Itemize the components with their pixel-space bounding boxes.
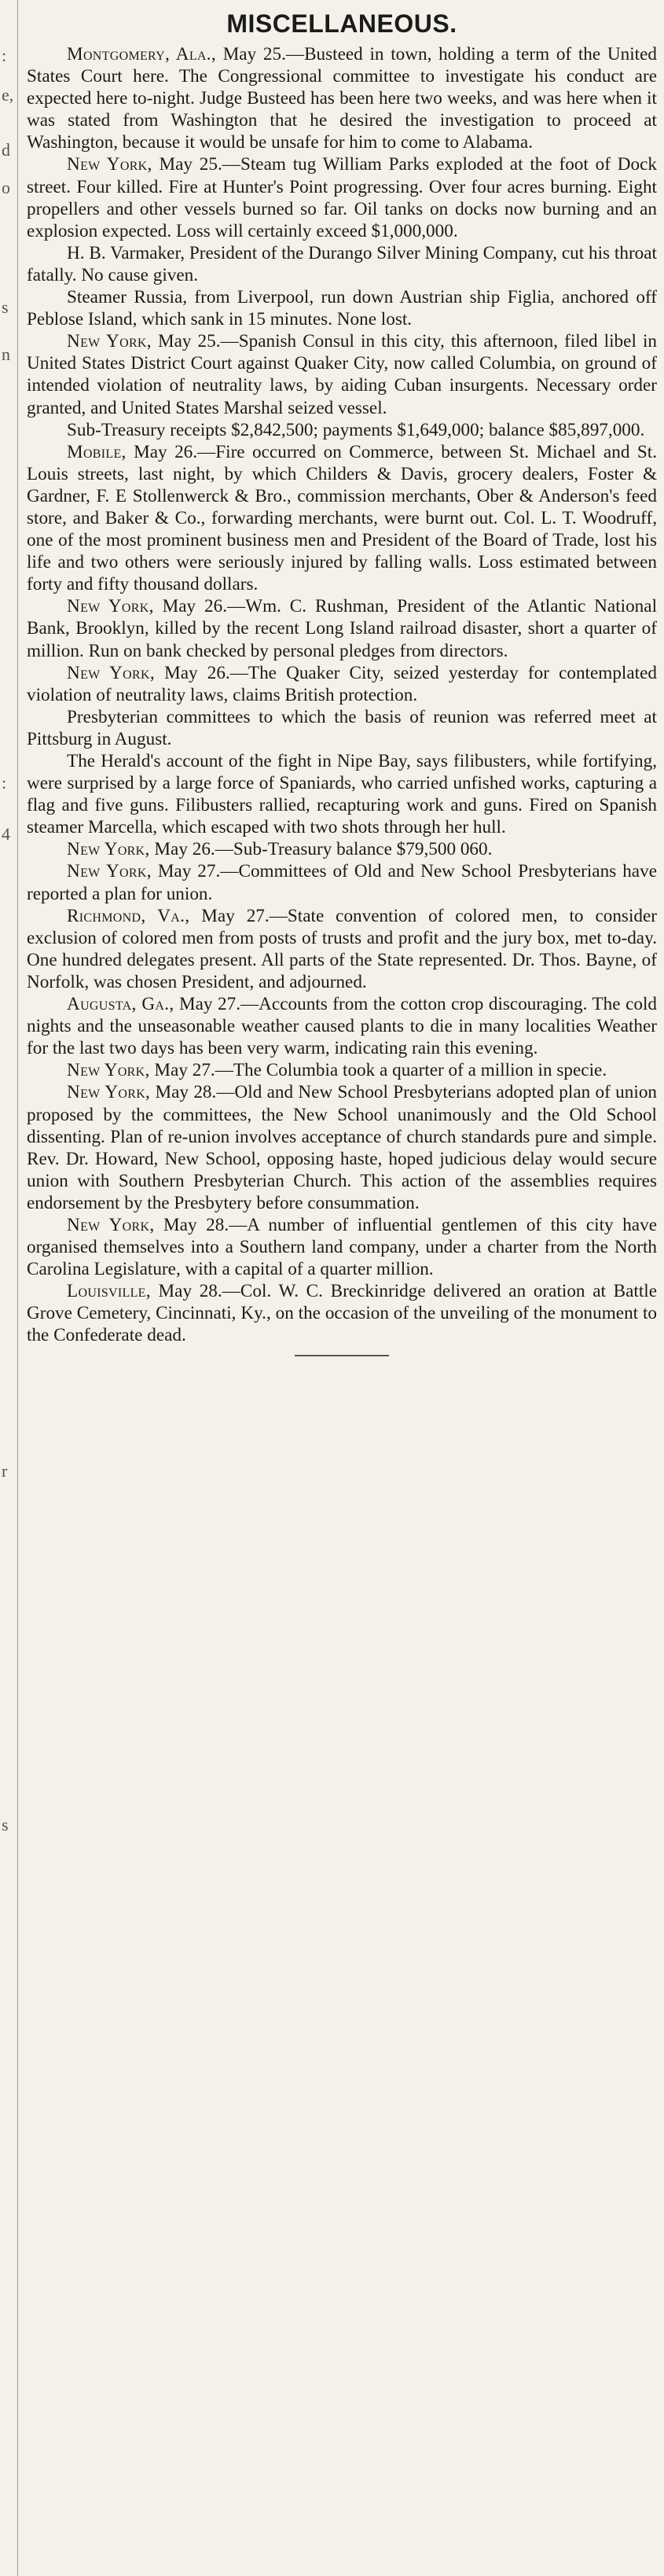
- gutter-fragment: n: [2, 344, 10, 364]
- gutter-fragment: 4: [2, 824, 10, 844]
- end-rule: [295, 1355, 389, 1356]
- news-items: [27, 43, 657, 1347]
- news-item-text: The Herald's account of the fight in Nipe Bay, says filibusters, while fortifying, were surprised by a large force of Spaniards, who carried unfished works, capturing a flag and five guns. Filibusters rallied, recapturing work and guns. Fired on Spanish steamer Marcella, which escaped with two shots through her hull.: [27, 751, 657, 838]
- news-item-text: May 26.—Fire occurred on Commerce, between St. Michael and St. Louis streets, last night, by which Childers & Davis, grocery dealers, Foster & Gardner, F. E Stollenwerck & Bro., commission merchants, Ober & Anderson's feed store, and Baker & Co., forwarding merchants, were burnt out. Col. L. T. Woodruff, one of the most prominent business men and President of the Board of Trade, lost his life and two others were seriously injured by falling walls. Loss estimated between forty and fifty thousand dollars.: [27, 441, 657, 595]
- news-item-text: May 27.—State convention of colored men, to consider exclusion of colored men from posts of trusts and profit and the jury box, met to-day. One hundred delegates present. All parts of the State represented. Dr. Thos. Bayne, of Norfolk, was chosen President, and adjourned.: [27, 905, 657, 992]
- news-item-dateline: New York,: [67, 1214, 155, 1235]
- news-item: [27, 1280, 657, 1346]
- news-item-text: May 26.—The Quaker City, seized yesterday for contemplated violation of neutrality laws, claims British protection.: [27, 662, 657, 705]
- gutter-fragment: s: [2, 297, 9, 317]
- news-item-text: Presbyterian committees to which the basis of reunion was referred meet at Pittsburg in August.: [27, 706, 657, 749]
- news-item-text: May 25.—Steam tug William Parks exploded at the foot of Dock street. Four killed. Fire at Hunter's Point progressing. Over four acres burning. Eight propellers and other vessels burned so far. Oil tanks on docks now burning and an explosion expected. Loss will certainly exceed $1,000,000.: [27, 154, 658, 241]
- news-column: [27, 9, 657, 1356]
- news-item-dateline: New York,: [67, 861, 152, 882]
- news-item: [27, 860, 657, 904]
- news-item: [27, 1059, 657, 1081]
- news-item-text: May 28.—Old and New School Presbyterians adopted plan of union proposed by the committees, the New School unanimously and the Old School dissenting. Plan of re-union involves acceptance of church standards pure and simple. Rev. Dr. Howard, New School, opposing haste, hoped judicious delay would secure union with Southern Presbyterian Church. This action of the assemblies requires endorsement by the Presbytery before consummation.: [27, 1082, 658, 1213]
- gutter-fragment: :: [2, 46, 7, 65]
- news-item-text: Sub-Treasury receipts $2,842,500; payments $1,649,000; balance $85,897,000.: [67, 419, 645, 440]
- gutter-fragment: e,: [2, 85, 14, 105]
- news-item-text: May 27.—The Columbia took a quarter of a million in specie.: [154, 1060, 607, 1081]
- news-item-text: May 27.—Committees of Old and New School Presbyterians have reported a plan for union.: [27, 861, 657, 904]
- news-item: [27, 706, 657, 750]
- news-item: [27, 419, 657, 441]
- gutter-fragment: :: [2, 773, 7, 793]
- news-item: [27, 662, 657, 706]
- news-item-dateline: New York,: [67, 331, 152, 352]
- news-item: [27, 595, 657, 661]
- left-column-gutter: [0, 0, 18, 2576]
- section-headline: MISCELLANEOUS.: [226, 9, 457, 38]
- news-item-dateline: Augusta, Ga.,: [67, 994, 174, 1015]
- news-item-dateline: New York,: [67, 662, 155, 683]
- news-item-text: May 26.—Wm. C. Rushman, President of the Atlantic National Bank, Brooklyn, killed by the recent Long Island railroad disaster, short a quarter of million. Run on bank checked by personal pledges from directors.: [27, 596, 658, 661]
- news-item-dateline: Louisville,: [67, 1281, 151, 1302]
- news-item-text: May 25.—Spanish Consul in this city, this afternoon, filed libel in United States District Court against Quaker City, now called Columbia, on ground of intended violation of neutrality laws, by aiding Cuban insurgents. Necessary order granted, and United States Marshal seized vessel.: [27, 331, 657, 418]
- news-item-dateline: New York,: [67, 1082, 151, 1103]
- news-item: [27, 1081, 657, 1214]
- news-item: [27, 153, 657, 241]
- news-item-dateline: Mobile,: [67, 441, 127, 462]
- news-item: [27, 750, 657, 838]
- news-item-text: May 26.—Sub-Treasury balance $79,500 060.: [154, 839, 493, 860]
- news-item: [27, 242, 657, 286]
- news-item: [27, 1214, 657, 1280]
- news-item-text: May 27.—Accounts from the cotton crop discouraging. The cold nights and the unseasonable weather caused plants to die in many localities Weather for the last two days has been very warm, indicating rain this evening.: [27, 994, 657, 1059]
- news-item: [27, 441, 657, 596]
- gutter-fragment: s: [2, 1815, 9, 1834]
- news-item-text: Steamer Russia, from Liverpool, run down Austrian ship Figlia, anchored off Peblose Island, which sank in 15 minutes. None lost.: [27, 287, 657, 330]
- gutter-fragment: r: [2, 1461, 8, 1481]
- gutter-fragment: d: [2, 140, 10, 160]
- news-item-dateline: New York,: [67, 839, 150, 860]
- news-item: [27, 993, 657, 1059]
- news-item-dateline: Richmond, Va.,: [67, 905, 190, 926]
- news-item-dateline: New York,: [67, 1060, 150, 1081]
- news-item-text: May 25.—Busteed in town, holding a term of the United States Court here. The Congressional committee to investigate his conduct are expected here to-night. Judge Busteed has been here two weeks, and was here when it was stated from Washington that he desired the investigation to proceed at Washington, because it would be unsafe for him to come to Alabama.: [27, 44, 657, 153]
- news-item-text: May 28.—A number of influential gentlemen of this city have organised themselves into a Southern land company, under a charter from the North Carolina Legislature, with a capital of a quarter million.: [27, 1214, 657, 1280]
- news-item: [27, 330, 657, 418]
- news-item: [27, 905, 657, 993]
- news-item-dateline: New York,: [67, 596, 154, 617]
- gutter-fragment: o: [2, 178, 10, 197]
- news-item: [27, 838, 657, 860]
- news-item-dateline: Montgomery, Ala.,: [67, 44, 216, 64]
- news-item-text: May 28.—Col. W. C. Breckinridge delivered an oration at Battle Grove Cemetery, Cincinnati, Ky., on the occasion of the unveiling of the monument to the Confederate dead.: [27, 1281, 657, 1346]
- news-item: [27, 286, 657, 330]
- news-item-dateline: New York,: [67, 154, 152, 175]
- news-item: [27, 43, 657, 153]
- news-item-text: H. B. Varmaker, President of the Durango Silver Mining Company, cut his throat fatally. No cause given.: [27, 242, 657, 285]
